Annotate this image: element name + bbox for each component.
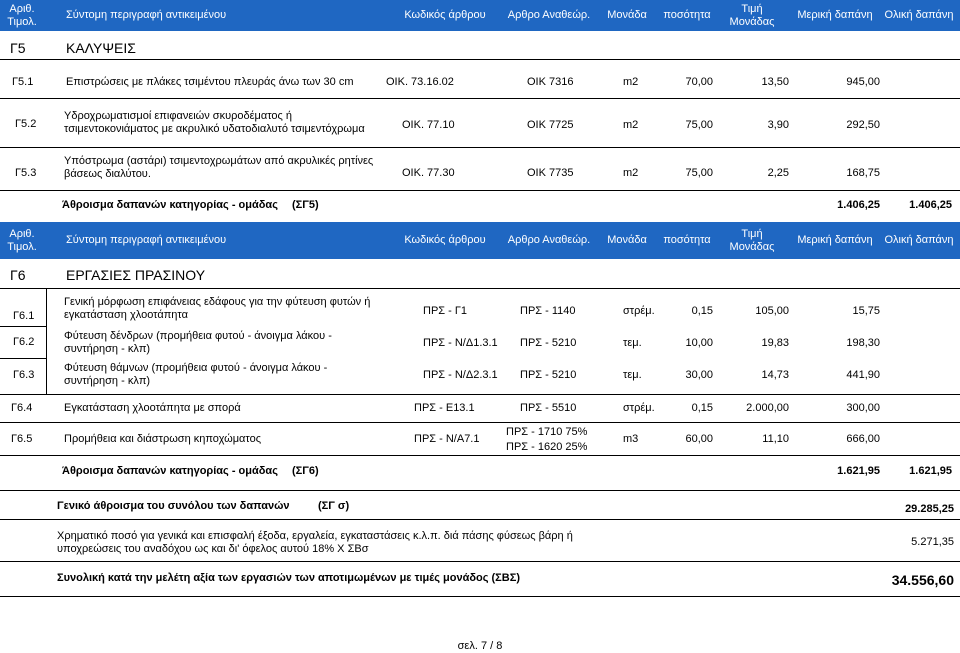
header-quantity: ποσότητα bbox=[663, 234, 711, 246]
row-description: Επιστρώσεις με πλάκες τσιμέντου πλευράς άνω των 30 cm bbox=[66, 76, 354, 88]
row-partial-cost: 198,30 bbox=[846, 337, 880, 349]
divider bbox=[0, 455, 960, 456]
subtotal-code-g5: (ΣΓ5) bbox=[292, 199, 319, 211]
general-sum-code: (ΣΓ σ) bbox=[318, 500, 350, 512]
divider bbox=[0, 288, 960, 289]
header-unit-price: Τιμή Μονάδας bbox=[729, 3, 775, 28]
row-description: Φύτευση θάμνων (προμήθεια φυτού - άνοιγμα λάκου - συντήρηση - κλπ) bbox=[64, 362, 328, 387]
row-partial-cost: 441,90 bbox=[846, 369, 880, 381]
row-code: Γ6.2 bbox=[13, 336, 35, 348]
section-code-g6: Γ6 bbox=[10, 267, 26, 283]
overhead-value: 5.271,35 bbox=[911, 536, 954, 548]
row-code: Γ6.3 bbox=[13, 369, 35, 381]
row-article-code: ΠΡΣ - Ν/Δ1.3.1 bbox=[423, 337, 498, 349]
row-partial-cost: 300,00 bbox=[846, 402, 880, 414]
row-partial-cost: 168,75 bbox=[846, 167, 880, 179]
header-revision-article: Αρθρο Αναθεώρ. bbox=[507, 234, 591, 246]
divider bbox=[0, 358, 46, 359]
header-article-code: Κωδικός άρθρου bbox=[404, 9, 486, 21]
subtotal-partial-g6: 1.621,95 bbox=[837, 465, 880, 477]
row-revision-article: ΠΡΣ - 1710 75% bbox=[506, 426, 588, 438]
divider bbox=[0, 190, 960, 191]
row-partial-cost: 15,75 bbox=[852, 305, 880, 317]
row-quantity: 10,00 bbox=[685, 337, 713, 349]
divider bbox=[0, 561, 960, 562]
row-description: Υδροχρωματισμοί επιφανειών σκυροδέματος ή τσιμεντοκονιάματος με ακρυλικό υδατοδιαλυτό τσιμεντόχρωμα bbox=[64, 110, 365, 135]
grand-total-label: Συνολική κατά την μελέτη αξία των εργασιών των αποτιμωμένων με τιμές μονάδος (ΣΒΣ) bbox=[57, 572, 520, 584]
divider bbox=[0, 519, 960, 520]
divider bbox=[0, 596, 960, 597]
row-revision-article: ΠΡΣ - 1140 bbox=[520, 305, 576, 317]
row-description: Προμήθεια και διάστρωση κηποχώματος bbox=[64, 433, 261, 445]
row-unit-price: 105,00 bbox=[755, 305, 789, 317]
header-unit: Μονάδα bbox=[607, 234, 647, 246]
row-unit: m2 bbox=[623, 76, 639, 88]
row-revision-article: ΟΙΚ 7725 bbox=[527, 119, 574, 131]
subtotal-total-g6: 1.621,95 bbox=[909, 465, 952, 477]
section-title-g6: ΕΡΓΑΣΙΕΣ ΠΡΑΣΙΝΟΥ bbox=[66, 267, 206, 283]
row-description: Γενική μόρφωση επιφάνειας εδάφους για την φύτευση φυτών ή εγκατάσταση χλοοτάπητα bbox=[64, 296, 371, 321]
header-total-cost: Ολική δαπάνη bbox=[884, 9, 954, 21]
row-unit: στρέμ. bbox=[623, 402, 655, 414]
row-quantity: 60,00 bbox=[685, 433, 713, 445]
section-code-g5: Γ5 bbox=[10, 40, 26, 56]
row-partial-cost: 292,50 bbox=[846, 119, 880, 131]
header-description: Σύντομη περιγραφή αντικειμένου bbox=[66, 9, 227, 21]
general-sum-label: Γενικό άθροισμα του συνόλου των δαπανών bbox=[57, 500, 290, 512]
header-description: Σύντομη περιγραφή αντικειμένου bbox=[66, 234, 227, 246]
row-description: Εγκατάσταση χλοοτάπητα με σπορά bbox=[64, 402, 241, 414]
row-quantity: 75,00 bbox=[685, 167, 713, 179]
row-unit: τεμ. bbox=[623, 337, 642, 349]
divider bbox=[0, 59, 960, 60]
header-quantity: ποσότητα bbox=[663, 9, 711, 21]
row-partial-cost: 666,00 bbox=[846, 433, 880, 445]
row-article-code: ΠΡΣ - Ν/Α7.1 bbox=[414, 433, 480, 445]
header-code: Αριθ. Τιμολ. bbox=[7, 3, 37, 28]
row-revision-article: ΟΙΚ 7316 bbox=[527, 76, 574, 88]
divider bbox=[0, 98, 960, 99]
divider bbox=[0, 326, 46, 327]
row-article-code: ΟΙΚ. 77.30 bbox=[402, 167, 455, 179]
row-unit-price: 19,83 bbox=[761, 337, 789, 349]
column-header-band bbox=[0, 222, 960, 259]
subtotal-label-g5: Άθροισμα δαπανών κατηγορίας - ομάδας bbox=[62, 199, 278, 211]
row-revision-article: ΠΡΣ - 5210 bbox=[520, 337, 577, 349]
divider bbox=[46, 288, 47, 394]
header-partial-cost: Μερική δαπάνη bbox=[797, 234, 873, 246]
row-partial-cost: 945,00 bbox=[846, 76, 880, 88]
row-article-code: ΠΡΣ - Ν/Δ2.3.1 bbox=[423, 369, 498, 381]
row-unit-price: 2,25 bbox=[767, 167, 789, 179]
row-unit: τεμ. bbox=[623, 369, 642, 381]
header-code: Αριθ. Τιμολ. bbox=[7, 228, 37, 253]
row-quantity: 30,00 bbox=[685, 369, 713, 381]
row-article-code: ΟΙΚ. 73.16.02 bbox=[386, 76, 454, 88]
divider bbox=[0, 394, 960, 395]
divider bbox=[0, 490, 960, 491]
subtotal-total-g5: 1.406,25 bbox=[909, 199, 952, 211]
row-code: Γ5.3 bbox=[15, 167, 37, 179]
row-revision-article: ΠΡΣ - 5210 bbox=[520, 369, 577, 381]
row-unit-price: 2.000,00 bbox=[746, 402, 789, 414]
row-description: Υπόστρωμα (αστάρι) τσιμεντοχρωμάτων από ακρυλικές ρητίνες βάσεως διαλύτου. bbox=[64, 155, 374, 180]
page-number: σελ. 7 / 8 bbox=[457, 640, 503, 652]
subtotal-partial-g5: 1.406,25 bbox=[837, 199, 880, 211]
row-quantity: 75,00 bbox=[685, 119, 713, 131]
row-revision-article: ΠΡΣ - 5510 bbox=[520, 402, 577, 414]
column-header-band bbox=[0, 0, 960, 31]
row-unit: m3 bbox=[623, 433, 639, 445]
row-code: Γ6.4 bbox=[11, 402, 33, 414]
header-unit-price: Τιμή Μονάδας bbox=[729, 228, 775, 253]
row-code: Γ5.2 bbox=[15, 118, 37, 130]
divider bbox=[0, 422, 960, 423]
row-unit-price: 13,50 bbox=[761, 76, 789, 88]
row-unit: m2 bbox=[623, 167, 639, 179]
subtotal-code-g6: (ΣΓ6) bbox=[292, 465, 319, 477]
overhead-label: Χρηματικό ποσό για γενικά και επισφαλή έξοδα, εργαλεία, εγκαταστάσεις κ.λ.π. διά πάσης φύσεως βάρη ή υποχρεώσεις του αναδόχου ως και δι' όφελος αυτού 18% Χ ΣΒσ bbox=[57, 530, 573, 555]
grand-total-value: 34.556,60 bbox=[891, 572, 954, 588]
row-revision-article: ΟΙΚ 7735 bbox=[527, 167, 574, 179]
row-article-code: ΠΡΣ - Γ1 bbox=[423, 305, 468, 317]
row-unit-price: 11,10 bbox=[762, 433, 789, 445]
row-article-code: ΟΙΚ. 77.10 bbox=[402, 119, 455, 131]
row-article-code: ΠΡΣ - Ε13.1 bbox=[414, 402, 475, 414]
row-unit: m2 bbox=[623, 119, 639, 131]
header-total-cost: Ολική δαπάνη bbox=[884, 234, 954, 246]
header-article-code: Κωδικός άρθρου bbox=[404, 234, 486, 246]
header-revision-article: Αρθρο Αναθεώρ. bbox=[507, 9, 591, 21]
row-unit: στρέμ. bbox=[623, 305, 655, 317]
row-code: Γ5.1 bbox=[12, 76, 34, 88]
row-unit-price: 14,73 bbox=[761, 369, 789, 381]
header-partial-cost: Μερική δαπάνη bbox=[797, 9, 873, 21]
section-title-g5: ΚΑΛΥΨΕΙΣ bbox=[66, 40, 136, 56]
row-description: Φύτευση δένδρων (προμήθεια φυτού - άνοιγμα λάκου - συντήρηση - κλπ) bbox=[64, 330, 332, 355]
row-code: Γ6.1 bbox=[13, 310, 35, 322]
general-sum-value: 29.285,25 bbox=[905, 503, 954, 515]
header-unit: Μονάδα bbox=[607, 9, 647, 21]
row-code: Γ6.5 bbox=[11, 433, 33, 445]
row-unit-price: 3,90 bbox=[767, 119, 789, 131]
row-quantity: 0,15 bbox=[691, 305, 713, 317]
subtotal-label-g6: Άθροισμα δαπανών κατηγορίας - ομάδας bbox=[62, 465, 278, 477]
row-revision-article-2: ΠΡΣ - 1620 25% bbox=[506, 441, 588, 453]
divider bbox=[0, 147, 960, 148]
row-quantity: 0,15 bbox=[691, 402, 713, 414]
row-quantity: 70,00 bbox=[685, 76, 713, 88]
